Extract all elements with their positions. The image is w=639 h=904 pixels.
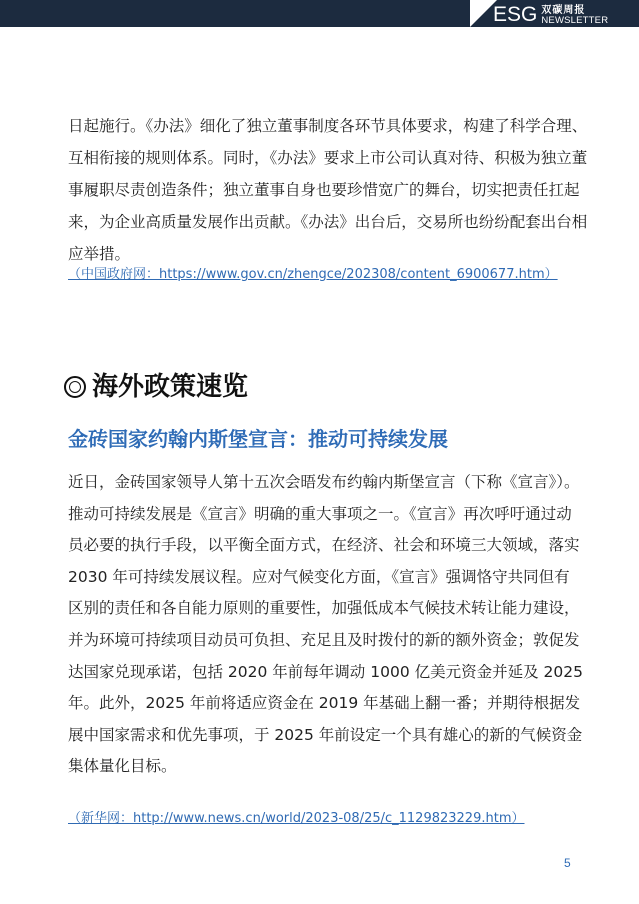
brand-stack [541, 5, 608, 26]
brand-esg: ESG [493, 3, 538, 26]
continued-paragraph: 日起施行。《办法》细化了独立董事制度各环节具体要求，构建了科学合理、互相衔接的规则体系。同时，《办法》要求上市公司认真对待、积极为独立董事履职尽责创造条件；独立董事自身也要珍惜宽广的舞台，切实把责任扛起来，为企业高质量发展作出贡献。《办法》出台后，交易所也纷纷配套出台相应举措。 [68, 117, 588, 263]
section-heading-text: 海外政策速览 [92, 372, 249, 402]
article-body: 近日，金砖国家领导人第十五次会晤发布约翰内斯堡宣言（下称《宣言》）。推动可持续发展是《宣言》明确的重大事项之一。《宣言》再次呼吁通过动员必要的执行手段，以平衡全面方式，在经济、社会和环境三大领域，落实 2030 年可持续发展议程。应对气候变化方面，《宣言》强调恪守共同但有区别的责任和各自能力原则的重要性，加强低成本气候技术转让能力建设，并为环境可持续项目动员可负担、充足且及时拨付的新的额外资金；敦促发达国家兑现承诺，包括 2020 年前每年调动 1000 亿美元资金并延及 2025 年。此外，2025 年前将适应资金在 2019 年基础上翻一番；并期待根据发展中国家需求和优先事项，于 2025 年前设定一个具有雄心的新的气候资金集体量化目标。 [68, 473, 583, 776]
source-link-xinhua[interactable]: （新华网：http://www.news.cn/world/2023-08/25/c_1129823229.htm） [68, 811, 525, 826]
article-title: 金砖国家约翰内斯堡宣言：推动可持续发展 [68, 427, 448, 451]
brand-logo [493, 4, 608, 26]
double-circle-icon [64, 376, 86, 398]
page-number: 5 [564, 856, 571, 870]
brand-cn: 双碳周报 [541, 4, 586, 16]
brand-en: NEWSLETTER [541, 14, 609, 26]
section-heading [64, 370, 248, 404]
source-link-gov[interactable]: （中国政府网：https://www.gov.cn/zhengce/202308/content_6900677.htm） [68, 267, 558, 282]
